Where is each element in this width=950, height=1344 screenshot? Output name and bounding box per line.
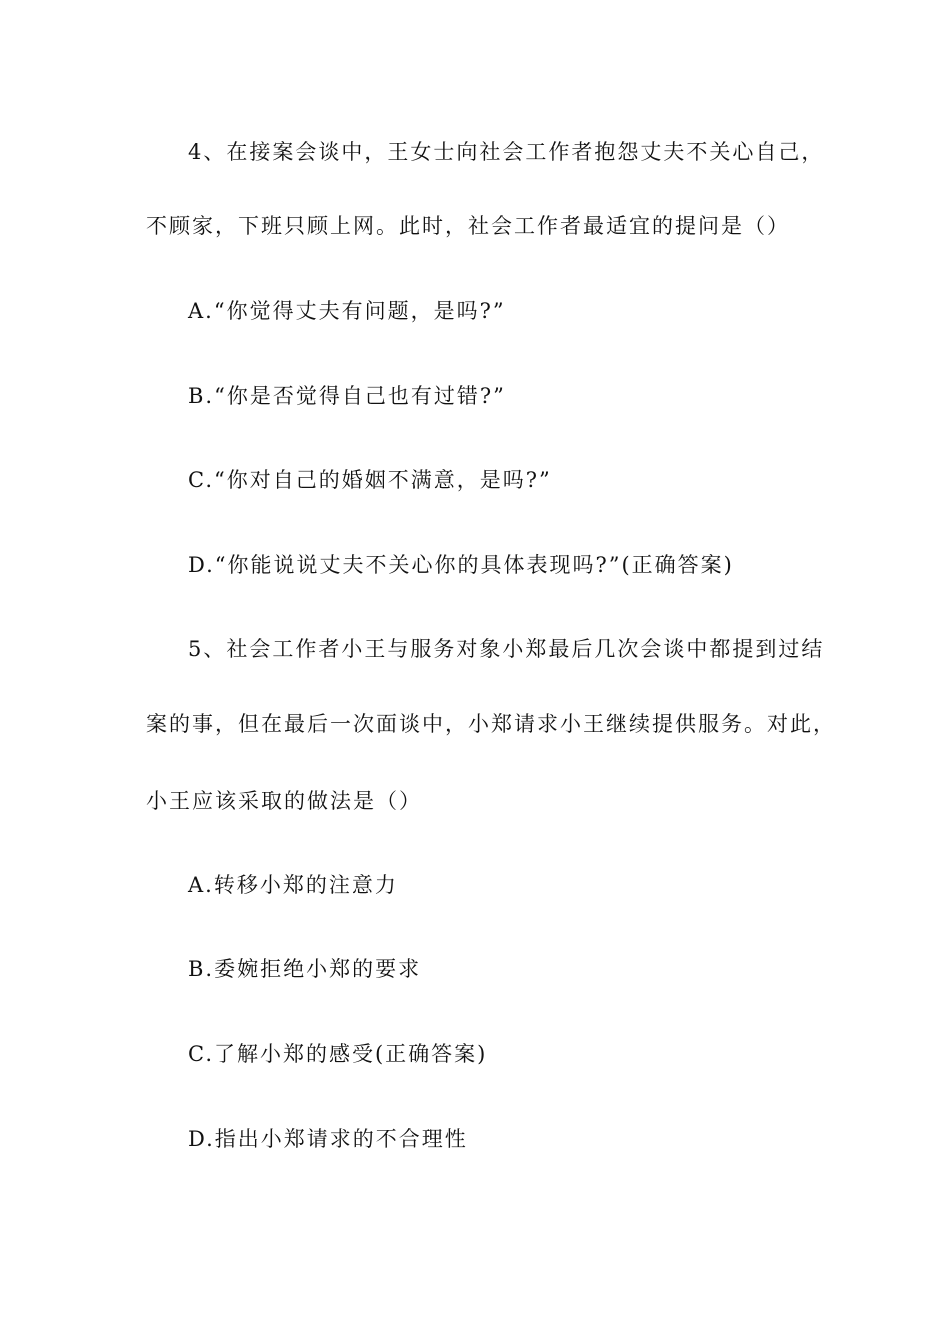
- question-5-option-c: C.了解小郑的感受(正确答案): [188, 1042, 488, 1066]
- question-5-stem-line-1: 5、社会工作者小王与服务对象小郑最后几次会谈中都提到过结: [188, 637, 825, 661]
- question-4-option-b: B.“你是否觉得自己也有过错?”: [188, 384, 506, 408]
- question-4-stem-line-2: 不顾家，下班只顾上网。此时，社会工作者最适宜的提问是（）: [146, 214, 790, 238]
- question-4-option-c: C.“你对自己的婚姻不满意，是吗?”: [188, 468, 552, 492]
- question-5-stem-line-2: 案的事，但在最后一次面谈中，小郑请求小王继续提供服务。对此，: [146, 712, 836, 736]
- question-4-option-d: D.“你能说说丈夫不关心你的具体表现吗?”(正确答案): [188, 553, 734, 577]
- question-5-option-d: D.指出小郑请求的不合理性: [188, 1127, 468, 1151]
- question-4-stem-line-1: 4、在接案会谈中，王女士向社会工作者抱怨丈夫不关心自己，: [188, 140, 825, 164]
- question-5-stem-line-3: 小王应该采取的做法是（）: [146, 789, 422, 813]
- question-5-option-a: A.转移小郑的注意力: [188, 873, 398, 897]
- question-5-option-b: B.委婉拒绝小郑的要求: [188, 957, 422, 981]
- question-4-option-a: A.“你觉得丈夫有问题，是吗?”: [188, 299, 506, 323]
